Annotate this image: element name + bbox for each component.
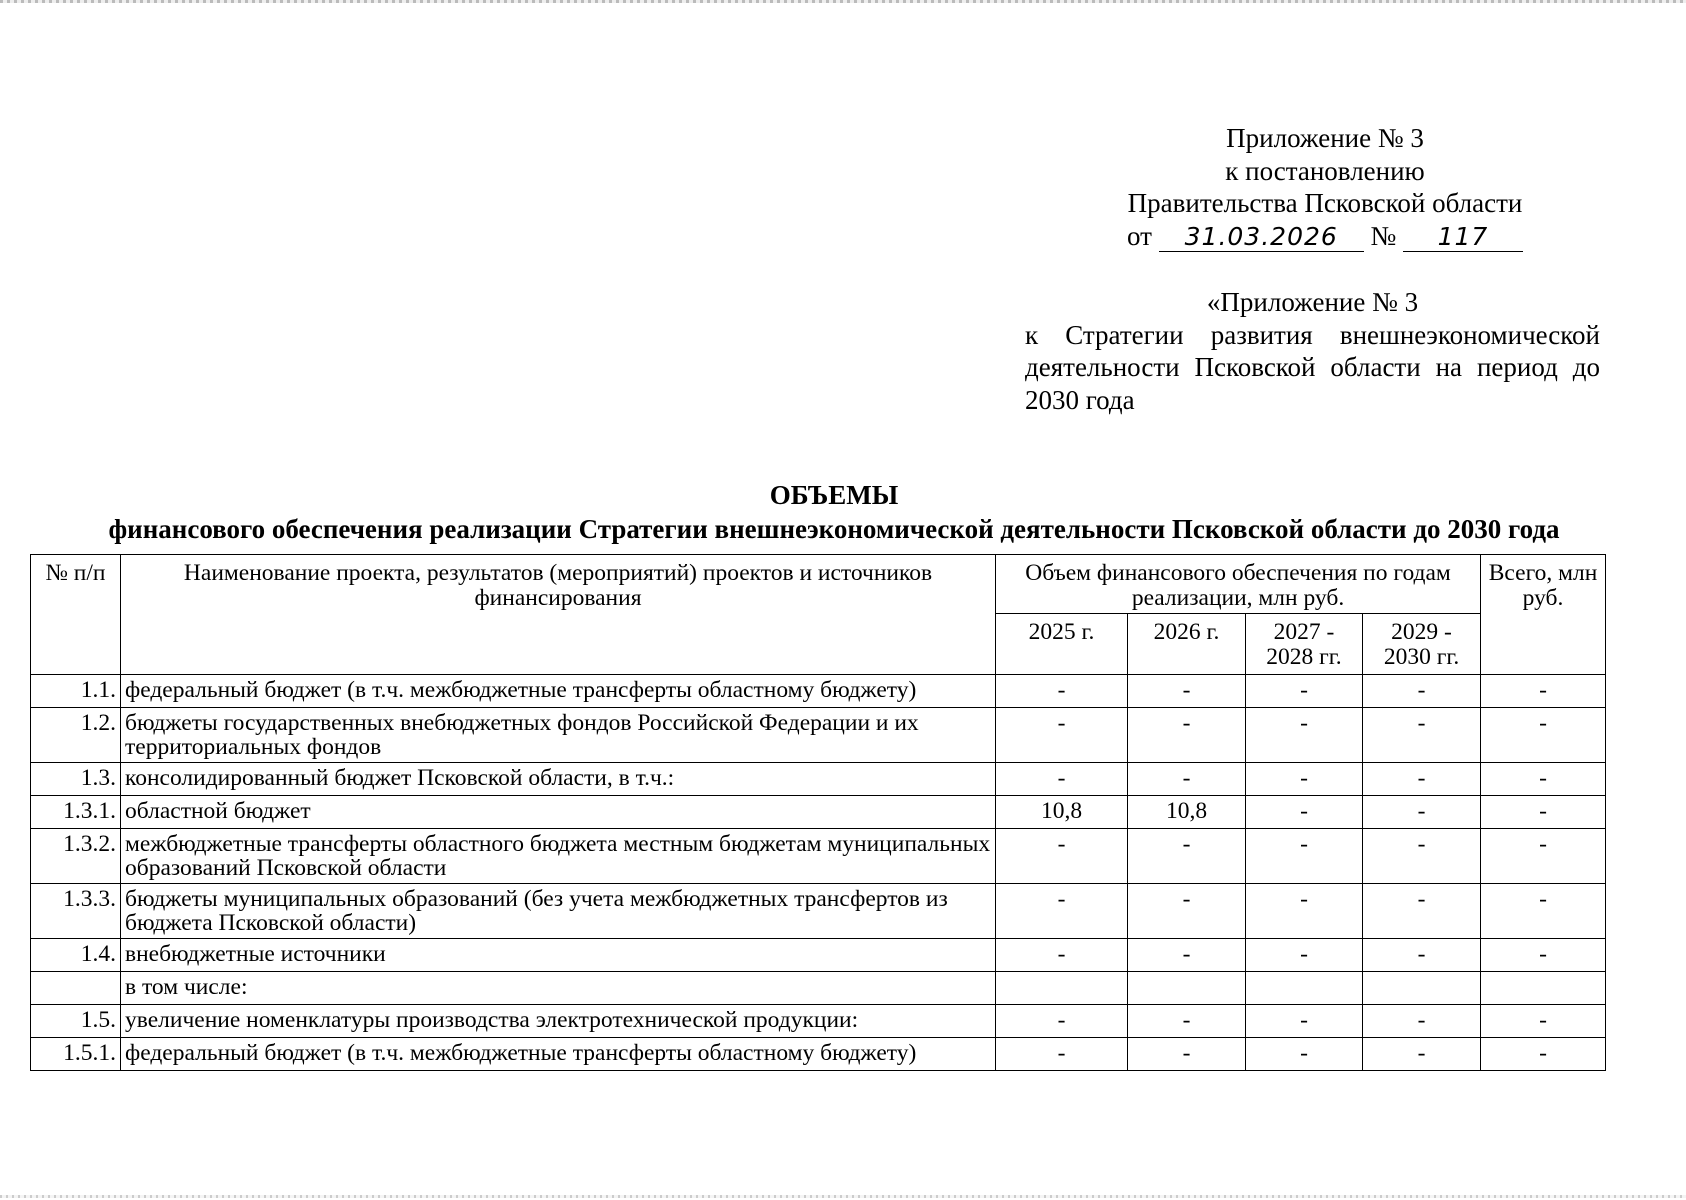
table-row bbox=[31, 829, 1606, 884]
row-name: консолидированный бюджет Псковской области, в т.ч.: bbox=[121, 763, 996, 796]
row-name: бюджеты государственных внебюджетных фондов Российской Федерации и их территориальных фондов bbox=[121, 708, 996, 763]
approval-line-3: Правительства Псковской области bbox=[1127, 188, 1523, 218]
value-2025: - bbox=[996, 939, 1128, 972]
table-row bbox=[31, 796, 1606, 829]
value-total: - bbox=[1481, 939, 1606, 972]
value-2026 bbox=[1128, 972, 1246, 1005]
header-volume: Объем финансового обеспечения по годам реализации, млн руб. bbox=[996, 555, 1481, 614]
table-header-row bbox=[31, 555, 1606, 614]
number-prefix: № bbox=[1370, 220, 1397, 251]
value-2026: - bbox=[1128, 675, 1246, 708]
value-2029-2030: - bbox=[1363, 763, 1481, 796]
header-years-2027-2028: 2027 - 2028 гг. bbox=[1246, 614, 1363, 675]
value-2029-2030: - bbox=[1363, 796, 1481, 829]
row-number: 1.4. bbox=[31, 939, 121, 972]
value-2025 bbox=[996, 972, 1128, 1005]
table-row bbox=[31, 763, 1606, 796]
document-title-line-2: финансового обеспечения реализации Стратегии внешнеэкономической деятельности Псковской области до 2030 года bbox=[108, 514, 1560, 544]
document-title bbox=[20, 478, 1648, 546]
value-2027-2028: - bbox=[1246, 708, 1363, 763]
header-year-2025: 2025 г. bbox=[996, 614, 1128, 675]
header-name: Наименование проекта, результатов (мероприятий) проектов и источников финансирования bbox=[121, 555, 996, 675]
table-row bbox=[31, 939, 1606, 972]
row-number: 1.3.1. bbox=[31, 796, 121, 829]
value-2027-2028: - bbox=[1246, 796, 1363, 829]
value-2029-2030: - bbox=[1363, 1005, 1481, 1038]
table-row bbox=[31, 1038, 1606, 1071]
date-prefix: от bbox=[1127, 220, 1152, 251]
value-2027-2028: - bbox=[1246, 675, 1363, 708]
approval-date-number-line bbox=[1090, 220, 1560, 253]
value-2029-2030: - bbox=[1363, 884, 1481, 939]
row-number: 1.3.3. bbox=[31, 884, 121, 939]
value-total: - bbox=[1481, 1038, 1606, 1071]
table-row bbox=[31, 972, 1606, 1005]
value-2029-2030: - bbox=[1363, 708, 1481, 763]
row-name: в том числе: bbox=[121, 972, 996, 1005]
value-2026: - bbox=[1128, 708, 1246, 763]
row-number: 1.5. bbox=[31, 1005, 121, 1038]
value-total: - bbox=[1481, 829, 1606, 884]
approval-block bbox=[1090, 122, 1560, 252]
value-2029-2030: - bbox=[1363, 939, 1481, 972]
value-2026: - bbox=[1128, 763, 1246, 796]
row-number: 1.5.1. bbox=[31, 1038, 121, 1071]
scan-edge-top bbox=[0, 0, 1686, 3]
table-row bbox=[31, 884, 1606, 939]
row-name: бюджеты муниципальных образований (без учета межбюджетных трансфертов из бюджета Псковской области) bbox=[121, 884, 996, 939]
header-year-2026: 2026 г. bbox=[1128, 614, 1246, 675]
value-total bbox=[1481, 972, 1606, 1005]
document-title-line-1: ОБЪЕМЫ bbox=[769, 480, 899, 510]
value-2029-2030 bbox=[1363, 972, 1481, 1005]
approval-line-1: Приложение № 3 bbox=[1226, 123, 1424, 153]
table-row bbox=[31, 708, 1606, 763]
value-2025: - bbox=[996, 675, 1128, 708]
value-total: - bbox=[1481, 763, 1606, 796]
value-2025: - bbox=[996, 763, 1128, 796]
annex-body: к Стратегии развития внешнеэкономической деятельности Псковской области на период до 2030 года bbox=[1025, 319, 1600, 415]
value-total: - bbox=[1481, 675, 1606, 708]
row-name: внебюджетные источники bbox=[121, 939, 996, 972]
annex-block bbox=[1025, 286, 1600, 416]
value-2026: - bbox=[1128, 1038, 1246, 1071]
value-2027-2028: - bbox=[1246, 939, 1363, 972]
value-2027-2028: - bbox=[1246, 1005, 1363, 1038]
value-2026: 10,8 bbox=[1128, 796, 1246, 829]
row-name: областной бюджет bbox=[121, 796, 996, 829]
scan-edge-bottom bbox=[0, 1195, 1686, 1198]
row-name: увеличение номенклатуры производства электротехнической продукции: bbox=[121, 1005, 996, 1038]
value-total: - bbox=[1481, 884, 1606, 939]
funding-table bbox=[30, 554, 1606, 1071]
header-total: Всего, млн руб. bbox=[1481, 555, 1606, 675]
approval-line-2: к постановлению bbox=[1225, 155, 1425, 186]
handwritten-date: 31.03.2026 bbox=[1159, 223, 1364, 252]
value-total: - bbox=[1481, 1005, 1606, 1038]
value-2027-2028 bbox=[1246, 972, 1363, 1005]
value-2025: - bbox=[996, 829, 1128, 884]
row-number: 1.3. bbox=[31, 763, 121, 796]
row-name: федеральный бюджет (в т.ч. межбюджетные трансферты областному бюджету) bbox=[121, 675, 996, 708]
value-2025: 10,8 bbox=[996, 796, 1128, 829]
value-2026: - bbox=[1128, 939, 1246, 972]
value-2025: - bbox=[996, 884, 1128, 939]
row-name: федеральный бюджет (в т.ч. межбюджетные трансферты областному бюджету) bbox=[121, 1038, 996, 1071]
value-2027-2028: - bbox=[1246, 829, 1363, 884]
table-row bbox=[31, 1005, 1606, 1038]
value-2029-2030: - bbox=[1363, 1038, 1481, 1071]
value-2029-2030: - bbox=[1363, 675, 1481, 708]
header-years-2029-2030: 2029 - 2030 гг. bbox=[1363, 614, 1481, 675]
value-2026: - bbox=[1128, 829, 1246, 884]
value-2027-2028: - bbox=[1246, 763, 1363, 796]
value-total: - bbox=[1481, 708, 1606, 763]
value-2026: - bbox=[1128, 1005, 1246, 1038]
row-number bbox=[31, 972, 121, 1005]
value-2026: - bbox=[1128, 884, 1246, 939]
row-number: 1.2. bbox=[31, 708, 121, 763]
value-2027-2028: - bbox=[1246, 1038, 1363, 1071]
annex-title: «Приложение № 3 bbox=[1206, 287, 1419, 317]
row-name: межбюджетные трансферты областного бюджета местным бюджетам муниципальных образований Псковской области bbox=[121, 829, 996, 884]
value-2025: - bbox=[996, 1005, 1128, 1038]
table-row bbox=[31, 675, 1606, 708]
value-2027-2028: - bbox=[1246, 884, 1363, 939]
value-2025: - bbox=[996, 708, 1128, 763]
header-num: № п/п bbox=[31, 555, 121, 675]
handwritten-number: 117 bbox=[1403, 223, 1523, 252]
value-2025: - bbox=[996, 1038, 1128, 1071]
value-total: - bbox=[1481, 796, 1606, 829]
value-2029-2030: - bbox=[1363, 829, 1481, 884]
row-number: 1.3.2. bbox=[31, 829, 121, 884]
row-number: 1.1. bbox=[31, 675, 121, 708]
